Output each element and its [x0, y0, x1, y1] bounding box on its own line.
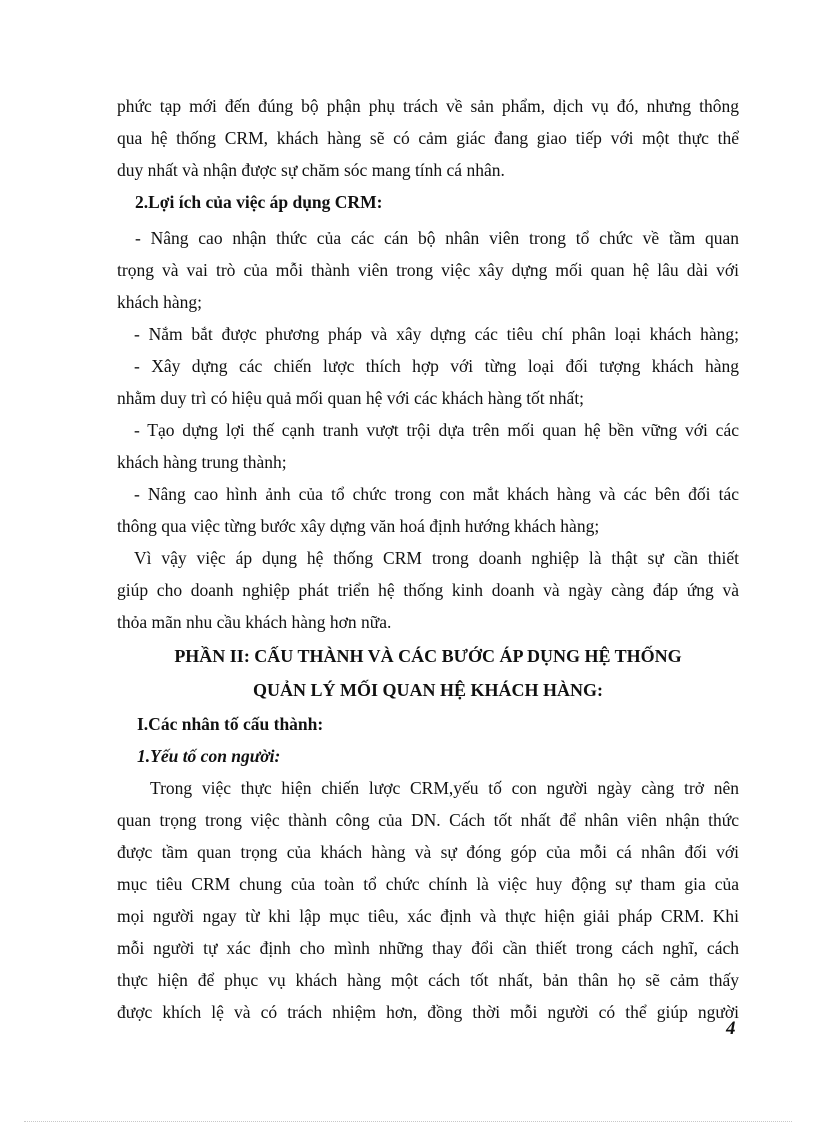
paragraph-line: thực hiện để phục vụ khách hàng một cách tốt nhất, bản thân họ sẽ cảm thấy — [117, 970, 739, 990]
footer-divider — [24, 1121, 792, 1122]
paragraph-line: thỏa mãn nhu cầu khách hàng hơn nữa. — [117, 612, 392, 632]
paragraph-line: mỗi người tự xác định cho mình những thay đổi cần thiết trong cách nghĩ, cách — [117, 938, 739, 958]
paragraph-line: được khích lệ và có trách nhiệm hơn, đồng thời mỗi người có thể giúp người — [117, 1002, 739, 1022]
paragraph-line: quan trọng trong việc thành công của DN. Cách tốt nhất để nhân viên nhận thức — [117, 810, 739, 830]
paragraph-line: nhằm duy trì có hiệu quả mối quan hệ với các khách hàng tốt nhất; — [117, 388, 585, 408]
paragraph-line: được tầm quan trọng của khách hàng và sự đóng góp của mỗi cá nhân đối với — [117, 842, 739, 862]
paragraph-line: giúp cho doanh nghiệp phát triển hệ thống kinh doanh và ngày càng đáp ứng và — [117, 580, 739, 600]
paragraph-line: trọng và vai trò của mỗi thành viên trong việc xây dựng mối quan hệ lâu dài với — [117, 260, 739, 280]
bullet-item: - Nâng cao nhận thức của các cán bộ nhân viên trong tổ chức về tầm quan — [135, 228, 739, 248]
subsection-heading: 1.Yếu tố con người: — [137, 746, 281, 766]
paragraph-line: phức tạp mới đến đúng bộ phận phụ trách về sản phẩm, dịch vụ đó, nhưng thông — [117, 96, 739, 116]
paragraph-line: mọi người ngay từ khi lập mục tiêu, xác định và thực hiện giải pháp CRM. Khi — [117, 906, 739, 926]
section-heading: 2.Lợi ích của việc áp dụng CRM: — [135, 192, 383, 212]
part-title: PHẦN II: CẤU THÀNH VÀ CÁC BƯỚC ÁP DỤNG HỆ THỐNG — [174, 646, 682, 666]
section-heading: I.Các nhân tố cấu thành: — [137, 714, 324, 734]
bullet-item: - Nâng cao hình ảnh của tổ chức trong con mắt khách hàng và các bên đối tác — [134, 484, 739, 504]
paragraph-line: thông qua việc từng bước xây dựng văn hoá định hướng khách hàng; — [117, 516, 600, 536]
paragraph-line: mục tiêu CRM chung của toàn tổ chức chính là việc huy động sự tham gia của — [117, 874, 739, 894]
bullet-item: - Nắm bắt được phương pháp và xây dựng các tiêu chí phân loại khách hàng; — [134, 324, 739, 344]
part-title: QUẢN LÝ MỐI QUAN HỆ KHÁCH HÀNG: — [253, 680, 603, 700]
paragraph-line: khách hàng trung thành; — [117, 452, 287, 472]
paragraph-line: Trong việc thực hiện chiến lược CRM,yếu tố con người ngày càng trở nên — [150, 778, 739, 798]
bullet-item: - Tạo dựng lợi thế cạnh tranh vượt trội dựa trên mối quan hệ bền vững với các — [134, 420, 739, 440]
paragraph-line: khách hàng; — [117, 292, 203, 312]
bullet-item: - Xây dựng các chiến lược thích hợp với từng loại đối tượng khách hàng — [134, 356, 739, 376]
paragraph-line: qua hệ thống CRM, khách hàng sẽ có cảm giác đang giao tiếp với một thực thể — [117, 128, 739, 148]
paragraph-line: duy nhất và nhận được sự chăm sóc mang tính cá nhân. — [117, 160, 505, 180]
paragraph-line: Vì vậy việc áp dụng hệ thống CRM trong doanh nghiệp là thật sự cần thiết — [134, 548, 739, 568]
page-number: 4 — [726, 1018, 736, 1039]
